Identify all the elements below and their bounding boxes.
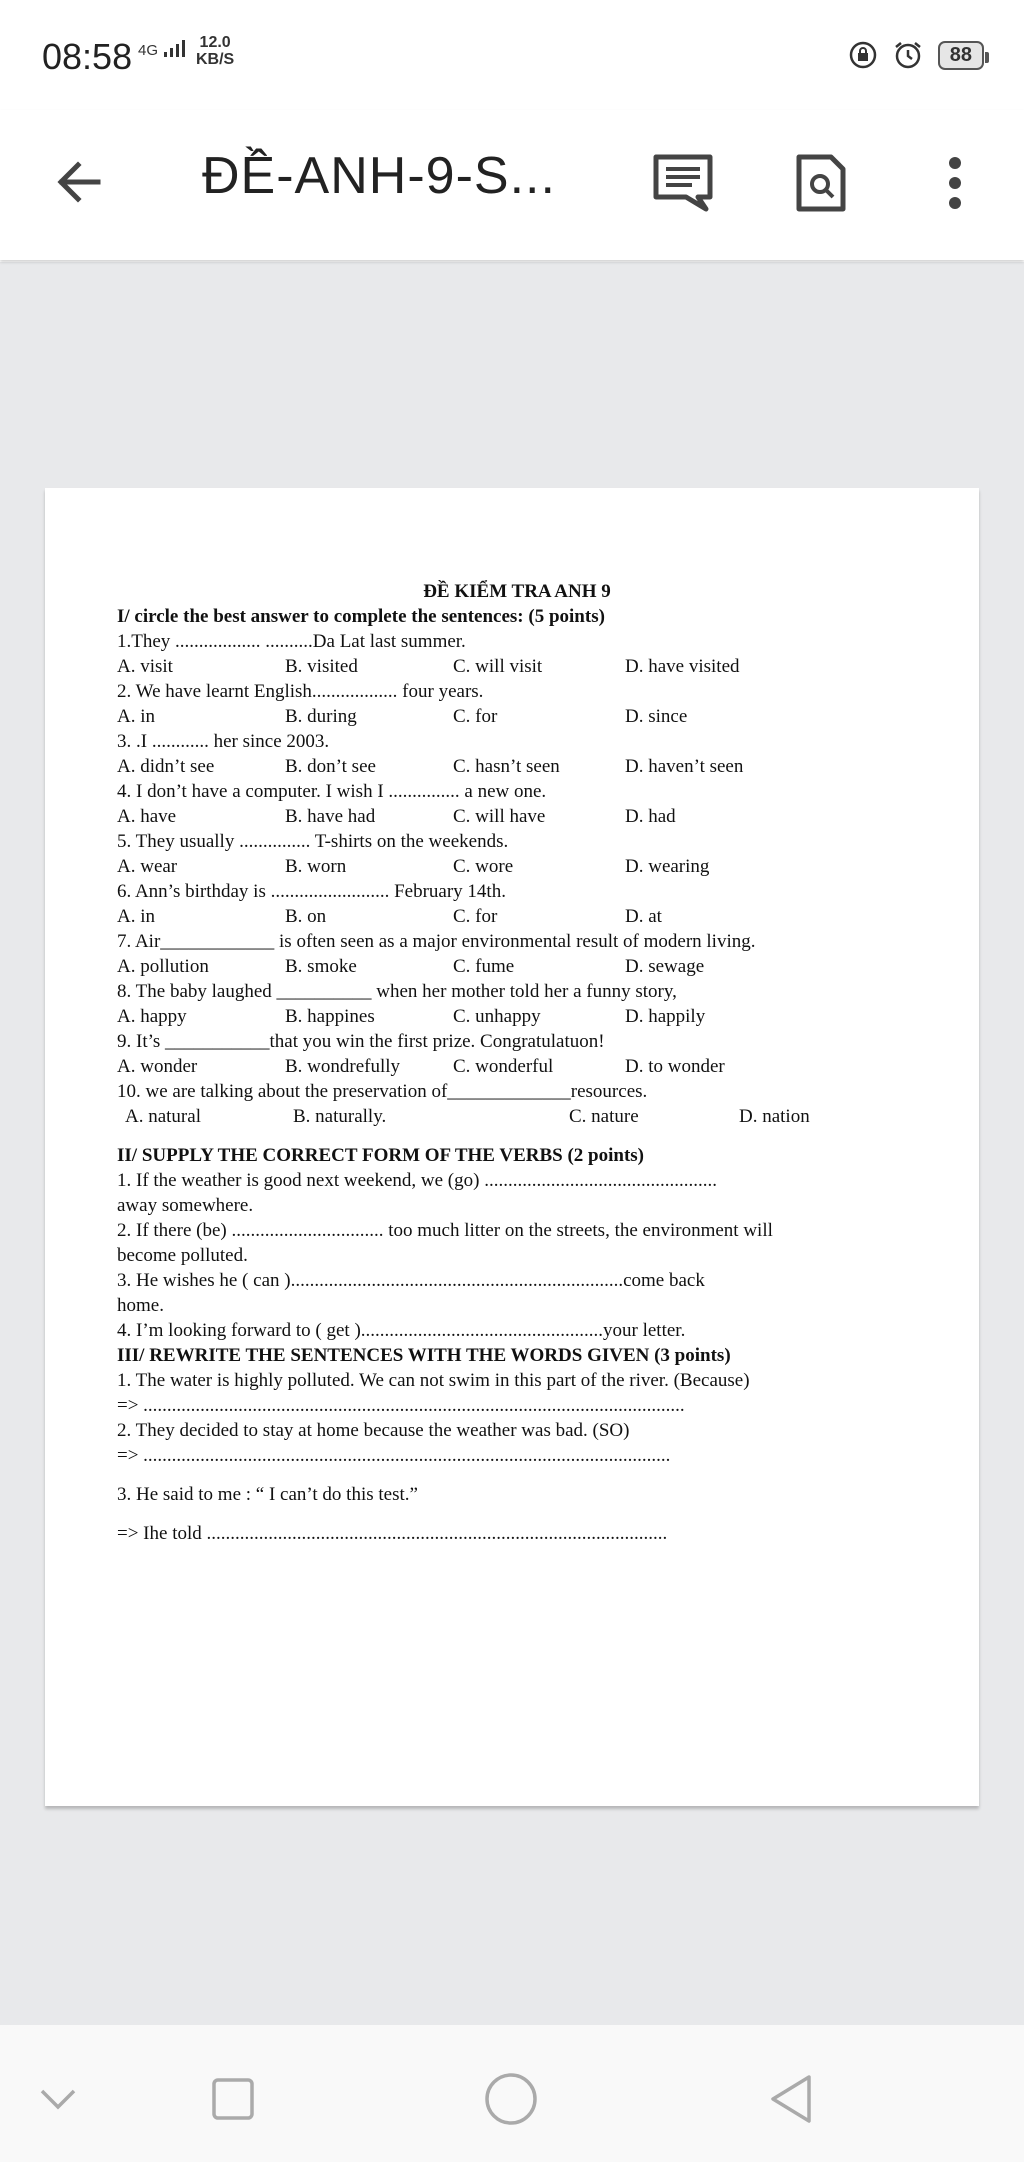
question-text: 5. They usually ............... T-shirts on the weekends. [117,831,509,852]
clock: 08:58 [42,36,133,77]
comment-icon [652,153,714,213]
section-2-title: II/ SUPPLY THE CORRECT FORM OF THE VERBS (2 points) [117,1145,645,1166]
nav-back-button[interactable] [761,2069,821,2129]
question-text: 3. .I ............ her since 2003. [117,731,330,752]
answer-option: D. happily [625,1006,706,1027]
battery-indicator: 88 [938,41,984,70]
answer-option: C. fume [453,956,515,977]
verb-exercise-line: home. [117,1295,164,1316]
document-content [117,579,917,1546]
lock-rotation-icon [848,40,878,70]
answer-options [117,754,917,779]
arrow-back-icon [50,152,110,212]
nav-recents-button[interactable] [203,2069,263,2129]
question-text: 2. We have learnt English.................. four years. [117,681,484,702]
question-text: 4. I don’t have a computer. I wish I ............... a new one. [117,781,547,802]
rewrite-exercise-line: => Ihe told ................................................................................................. [117,1523,668,1544]
answer-option: D. have visited [625,656,740,677]
answer-options [117,1004,917,1029]
find-in-page-icon [795,153,847,213]
answer-option: C. for [453,906,498,927]
answer-options [117,954,917,979]
answer-option: B. have had [285,806,376,827]
verb-exercise-line: 3. He wishes he ( can )......................................................................come back [117,1270,705,1291]
signal-icon [162,40,186,58]
question-text: 7. Air____________ is often seen as a major environmental result of modern living. [117,931,756,952]
network-speed [196,34,234,68]
answer-option: A. visit [117,656,173,677]
more-vert-icon [947,155,963,211]
chevron-down-icon [38,2087,78,2111]
answer-option: C. for [453,706,498,727]
answer-option: B. worn [285,856,347,877]
circle-icon [483,2071,539,2127]
answer-option: C. nature [569,1106,639,1127]
rewrite-exercise-line: => ............................................................................................................... [117,1445,671,1466]
answer-options [117,804,917,829]
answer-option: C. wonderful [453,1056,554,1077]
question-text: 6. Ann’s birthday is ......................... February 14th. [117,881,506,902]
answer-options [117,654,917,679]
question-text: 8. The baby laughed __________ when her mother told her a funny story, [117,981,677,1002]
answer-option: B. during [285,706,357,727]
answer-option: D. sewage [625,956,705,977]
square-icon [211,2077,255,2121]
question-list [117,629,917,1129]
document-viewer[interactable] [0,262,1024,2025]
answer-option: D. to wonder [625,1056,725,1077]
answer-option: B. naturally. [293,1106,387,1127]
verb-exercise-line: become polluted. [117,1245,248,1266]
question-text: 10. we are talking about the preservation of_____________resources. [117,1081,648,1102]
answer-option: B. on [285,906,327,927]
rewrite-exercise-line: 3. He said to me : “ I can’t do this test.” [117,1484,418,1505]
answer-option: A. didn’t see [117,756,215,777]
answer-option: A. wonder [117,1056,198,1077]
rewrite-exercise-line: 2. They decided to stay at home because the weather was bad. (SO) [117,1420,630,1441]
speed-unit: KB/S [196,51,235,68]
answer-option: C. will have [453,806,546,827]
answer-options [117,904,917,929]
answer-option: B. don’t see [285,756,376,777]
answer-options [117,1104,917,1129]
answer-option: A. in [117,706,155,727]
back-button[interactable] [50,152,110,212]
section-3-title: III/ REWRITE THE SENTENCES WITH THE WORDS GIVEN (3 points) [117,1345,731,1366]
verb-exercise-line: 1. If the weather is good next weekend, we (go) ................................................. [117,1170,717,1191]
answer-option: D. nation [739,1106,810,1127]
answer-option: A. wear [117,856,178,877]
verb-exercise-line: 2. If there (be) ................................ too much litter on the streets, the environment will [117,1220,773,1241]
triangle-back-icon [767,2073,815,2125]
answer-option: A. in [117,906,155,927]
answer-options [117,704,917,729]
network-indicator [138,40,186,59]
answer-option: B. wondrefully [285,1056,401,1077]
network-type: 4G [138,42,159,59]
answer-option: D. wearing [625,856,710,877]
answer-options [117,854,917,879]
answer-option: D. since [625,706,688,727]
answer-option: B. visited [285,656,358,677]
section-1-title: I/ circle the best answer to complete the sentences: (5 points) [117,606,605,627]
comments-button[interactable] [648,148,718,218]
question-text: 9. It’s ___________that you win the first prize. Congratulatuon! [117,1031,605,1052]
verb-exercise-line: 4. I’m looking forward to ( get )...................................................your letter. [117,1320,686,1341]
rewrite-exercise-line: => .................................................................................................................. [117,1395,685,1416]
status-icons [848,36,984,74]
answer-option: D. haven’t seen [625,756,744,777]
question-text: 1.They .................. ..........Da Lat last summer. [117,631,466,652]
app-bar [0,110,1024,260]
more-options-button[interactable] [920,148,990,218]
document-title: ĐỀ-ANH-9-S... [202,147,556,205]
nav-home-button[interactable] [481,2069,541,2129]
speed-value: 12.0 [199,34,231,51]
alarm-icon [892,39,924,71]
answer-option: A. pollution [117,956,209,977]
section-3-lines [117,1368,917,1546]
status-bar [0,0,1024,110]
answer-option: B. smoke [285,956,357,977]
find-in-page-button[interactable] [786,148,856,218]
rewrite-exercise-line: 1. The water is highly polluted. We can not swim in this part of the river. (Because) [117,1370,750,1391]
nav-down-button[interactable] [28,2069,88,2129]
answer-option: C. will visit [453,656,543,677]
answer-option: D. at [625,906,662,927]
exam-heading: ĐỀ KIỂM TRA ANH 9 [423,581,611,602]
answer-option: C. unhappy [453,1006,541,1027]
answer-option: B. happines [285,1006,375,1027]
verb-exercise-line: away somewhere. [117,1195,254,1216]
document-page[interactable] [45,488,979,1806]
answer-option: A. happy [117,1006,187,1027]
answer-option: D. had [625,806,676,827]
answer-option: A. natural [125,1106,201,1127]
section-2-lines [117,1168,917,1343]
answer-option: A. have [117,806,177,827]
rewrite-exercise-line [117,1507,917,1521]
answer-option: C. hasn’t seen [453,756,560,777]
system-nav-bar [0,2025,1024,2162]
answer-options [117,1054,917,1079]
answer-option: C. wore [453,856,514,877]
rewrite-exercise-line [117,1468,917,1482]
